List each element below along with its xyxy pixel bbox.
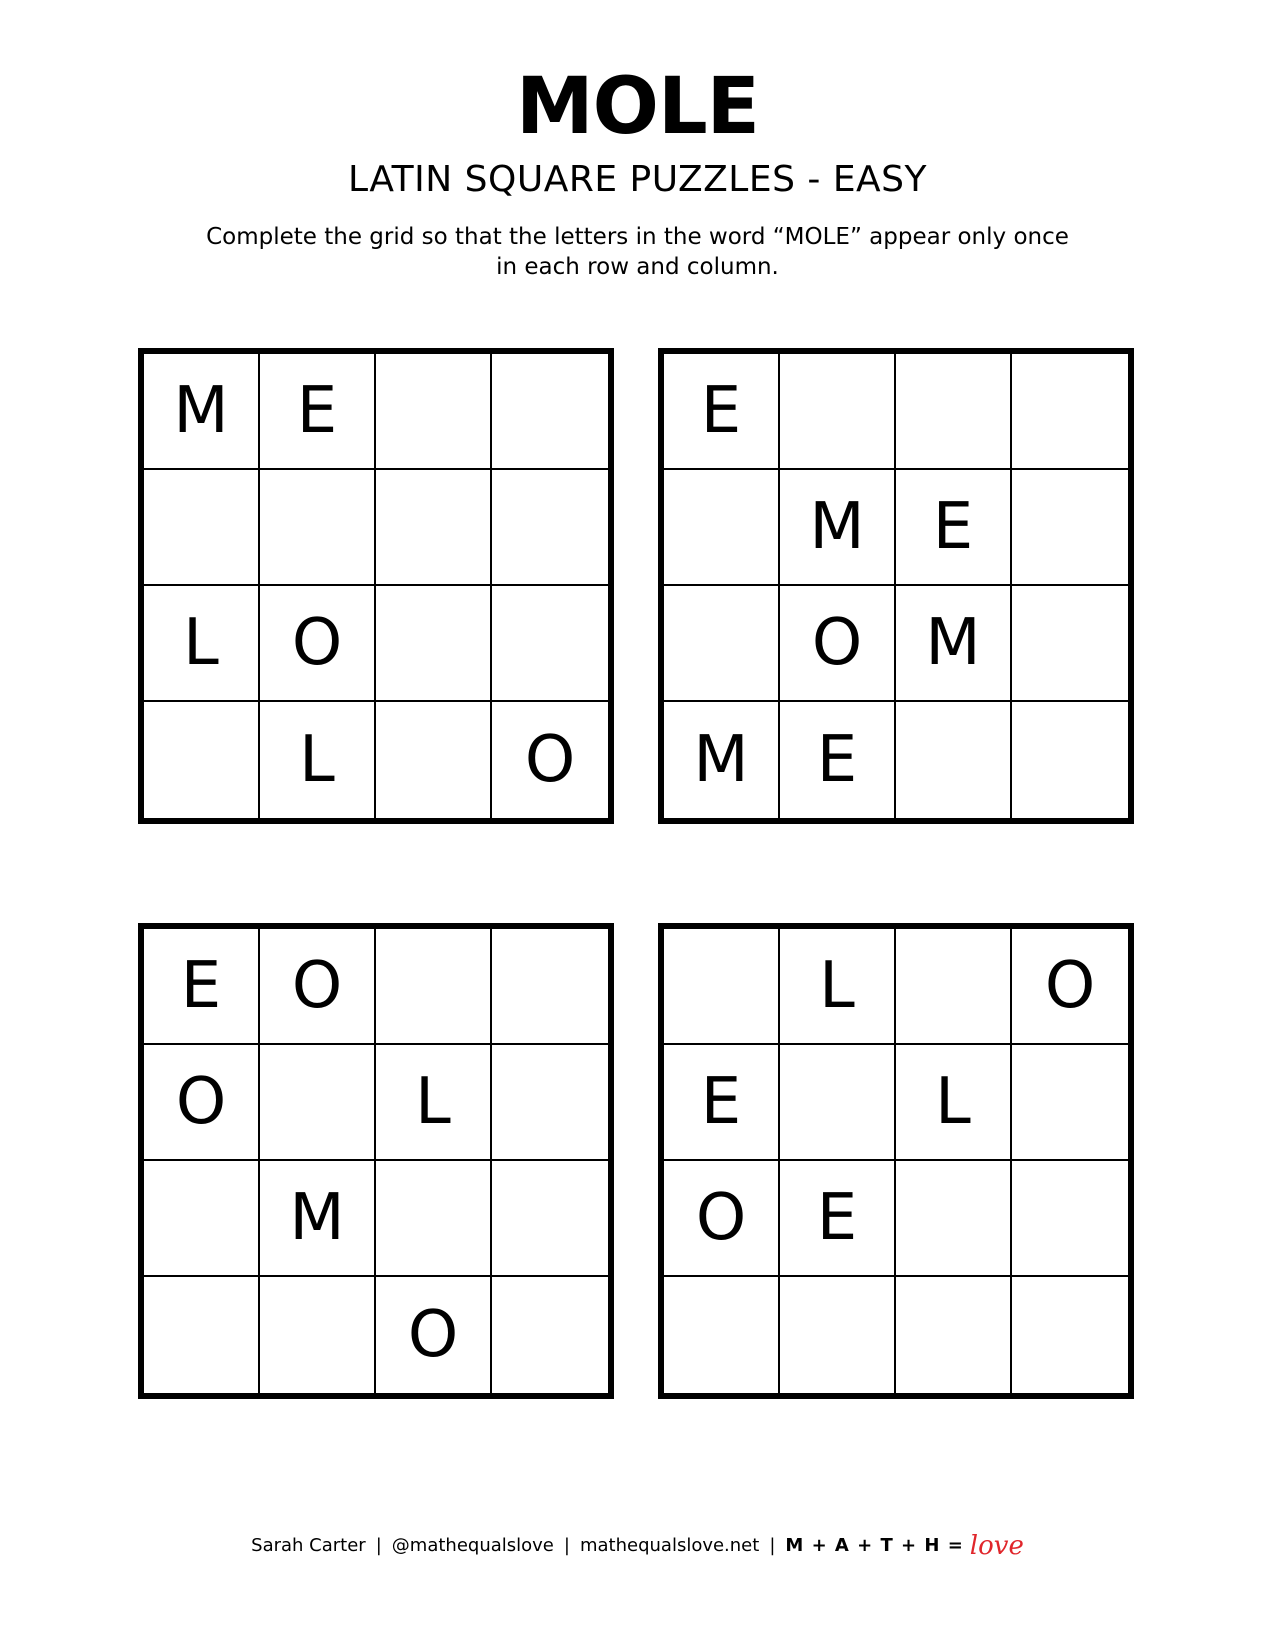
grid-cell[interactable]: L [896,1045,1012,1161]
grid-cell[interactable]: M [260,1161,376,1277]
footer-separator: | [563,1535,570,1556]
instructions-line-2: in each row and column. [496,254,779,280]
grid-cell[interactable] [144,1161,260,1277]
grid-cell[interactable] [1012,702,1128,818]
grid-cell[interactable]: O [376,1277,492,1393]
footer-brand-logo: M + A + T + H = [785,1535,964,1556]
footer [0,1533,1275,1559]
grid-cell[interactable] [376,702,492,818]
grid-cell[interactable]: E [664,354,780,470]
footer-separator: | [769,1535,776,1556]
grid-cell[interactable]: O [144,1045,260,1161]
grid-cell[interactable] [376,1161,492,1277]
grid-cell[interactable] [144,702,260,818]
grid-cell[interactable]: E [896,470,1012,586]
grid-cell[interactable] [492,586,608,702]
grid-cell[interactable]: M [664,702,780,818]
grid-cell[interactable] [896,1161,1012,1277]
grid-cell[interactable]: M [144,354,260,470]
grid-cell[interactable] [492,1161,608,1277]
grid-cell[interactable] [144,470,260,586]
grid-cell[interactable]: O [780,586,896,702]
grid-cell[interactable]: L [260,702,376,818]
grid-cell[interactable]: L [376,1045,492,1161]
grid-cell[interactable]: O [260,929,376,1045]
grid-cell[interactable]: L [780,929,896,1045]
puzzle-grid-3 [138,923,614,1399]
grid-cell[interactable] [1012,470,1128,586]
grid-cell[interactable] [896,702,1012,818]
footer-author: Sarah Carter [251,1535,366,1556]
grid-cell[interactable] [260,1277,376,1393]
grid-cell[interactable]: E [260,354,376,470]
footer-handle[interactable]: @mathequalslove [391,1535,554,1556]
grid-cell[interactable]: E [664,1045,780,1161]
grid-cell[interactable]: M [896,586,1012,702]
page-title: MOLE [516,62,759,152]
puzzle-grid-4 [658,923,1134,1399]
page-subtitle: LATIN SQUARE PUZZLES - EASY [347,159,928,200]
footer-separator: | [375,1535,382,1556]
instructions-line-1: Complete the grid so that the letters in the word “MOLE” appear only once [206,224,1069,250]
footer-brand-love-word: love [969,1531,1024,1561]
grid-cell[interactable] [492,470,608,586]
grid-cell[interactable] [1012,1161,1128,1277]
grid-cell[interactable] [376,586,492,702]
grid-cell[interactable]: E [144,929,260,1045]
grid-cell[interactable]: L [144,586,260,702]
grid-cell[interactable] [1012,586,1128,702]
grid-cell[interactable] [896,354,1012,470]
grid-cell[interactable] [144,1277,260,1393]
grid-cell[interactable] [664,586,780,702]
grid-cell[interactable]: O [1012,929,1128,1045]
grid-cell[interactable]: O [524,723,576,797]
grid-cell[interactable]: O [260,586,376,702]
grid-cell[interactable] [780,1045,896,1161]
grid-cell[interactable] [664,470,780,586]
footer-website-link[interactable]: mathequalslove.net [579,1535,760,1556]
grid-cell[interactable] [376,470,492,586]
puzzle-grid-2 [658,348,1134,824]
grid-cell[interactable] [664,929,780,1045]
grid-cell[interactable] [492,929,608,1045]
grid-cell[interactable]: O [664,1161,780,1277]
grid-cell[interactable] [1012,1277,1128,1393]
grid-cell[interactable] [896,929,1012,1045]
grid-cell[interactable] [664,1277,780,1393]
grid-cell[interactable] [896,1277,1012,1393]
grid-cell[interactable] [492,1045,608,1161]
grid-cell[interactable] [260,1045,376,1161]
grid-cell[interactable] [376,354,492,470]
puzzle-grid-1 [138,348,614,824]
grid-cell[interactable] [492,354,608,470]
grid-cell[interactable] [1012,1045,1128,1161]
grid-cell[interactable] [492,1277,608,1393]
grid-cell[interactable] [1012,354,1128,470]
grid-cell[interactable] [780,1277,896,1393]
grid-cell[interactable] [780,354,896,470]
grid-cell[interactable] [260,470,376,586]
grid-cell[interactable] [376,929,492,1045]
grid-cell[interactable]: M [780,470,896,586]
instructions [160,222,1115,282]
grid-cell[interactable]: E [780,1161,896,1277]
grid-cell[interactable]: E [780,702,896,818]
